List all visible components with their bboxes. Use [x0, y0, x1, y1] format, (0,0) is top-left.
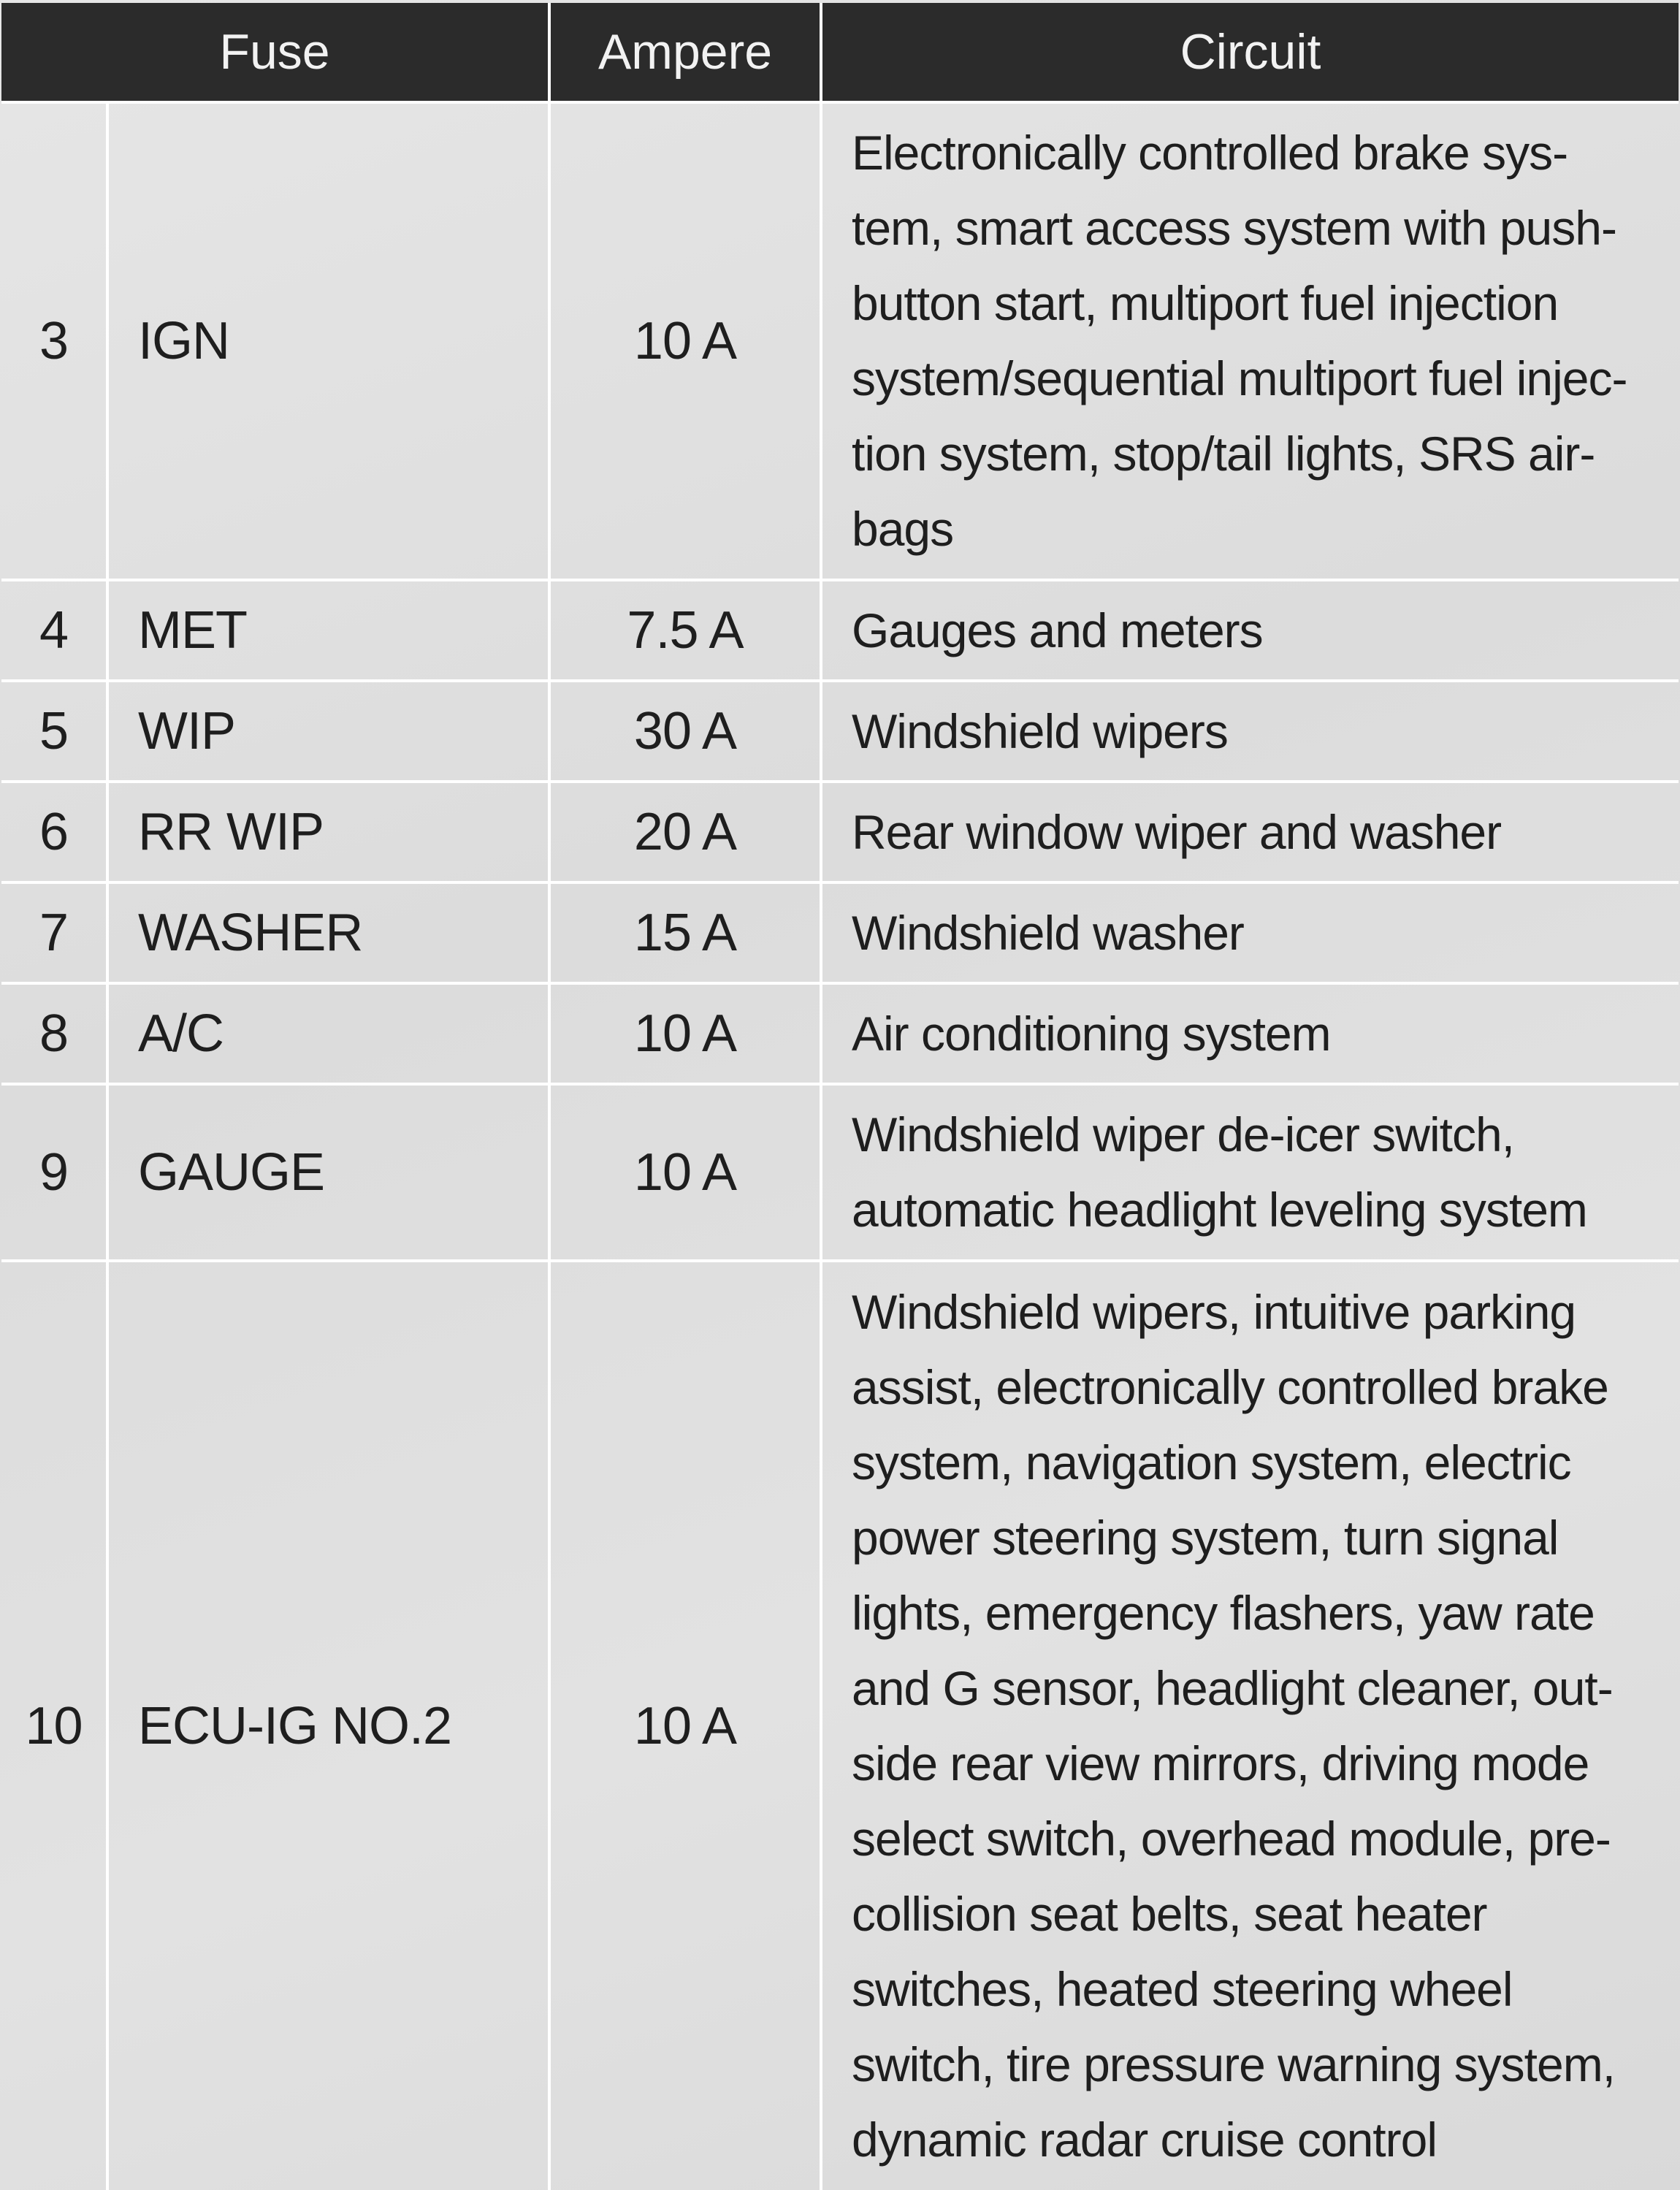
fuse-circuit	[821, 882, 1679, 983]
fuse-name: WIP	[107, 681, 549, 782]
table-row	[1, 1084, 1679, 1260]
fuse-circuit	[821, 1261, 1679, 2190]
fuse-ampere: 10 A	[549, 1084, 821, 1260]
fuse-table	[1, 3, 1679, 2190]
fuse-name: GAUGE	[107, 1084, 549, 1260]
fuse-circuit	[821, 102, 1679, 580]
fuse-name: RR WIP	[107, 782, 549, 882]
fuse-number: 8	[1, 983, 107, 1084]
circuit-line: tem, smart access system with push-	[852, 201, 1616, 256]
circuit-line: lights, emergency flashers, yaw rate	[852, 1585, 1595, 1640]
table-row	[1, 681, 1679, 782]
circuit-line: side rear view mirrors, driving mode	[852, 1736, 1589, 1790]
header-ampere: Ampere	[549, 3, 821, 102]
fuse-circuit	[821, 580, 1679, 681]
table-row	[1, 102, 1679, 580]
fuse-ampere: 30 A	[549, 681, 821, 782]
circuit-line: tion system, stop/tail lights, SRS air-	[852, 427, 1595, 481]
circuit-line: dynamic radar cruise control	[852, 2112, 1437, 2167]
fuse-name: ECU-IG NO.2	[107, 1261, 549, 2190]
fuse-ampere: 10 A	[549, 1261, 821, 2190]
fuse-number: 3	[1, 102, 107, 580]
table-row	[1, 782, 1679, 882]
circuit-line: Air conditioning system	[852, 1006, 1331, 1061]
circuit-line: Windshield washer	[852, 905, 1244, 960]
fuse-name: IGN	[107, 102, 549, 580]
circuit-line: power steering system, turn signal	[852, 1510, 1559, 1565]
fuse-circuit	[821, 681, 1679, 782]
table-row	[1, 983, 1679, 1084]
fuse-circuit	[821, 782, 1679, 882]
circuit-line: system/sequential multiport fuel injec-	[852, 351, 1627, 406]
circuit-line: and G sensor, headlight cleaner, out-	[852, 1660, 1613, 1715]
fuse-number: 10	[1, 1261, 107, 2190]
fuse-name: WASHER	[107, 882, 549, 983]
circuit-line: Gauges and meters	[852, 603, 1263, 657]
fuse-number: 5	[1, 681, 107, 782]
circuit-line: bags	[852, 502, 954, 557]
fuse-number: 9	[1, 1084, 107, 1260]
circuit-line: Windshield wiper de-icer switch,	[852, 1107, 1514, 1161]
header-circuit: Circuit	[821, 3, 1679, 102]
table-row	[1, 580, 1679, 681]
circuit-line: switch, tire pressure warning system,	[852, 2037, 1616, 2091]
fuse-ampere: 20 A	[549, 782, 821, 882]
table-row	[1, 882, 1679, 983]
fuse-name: A/C	[107, 983, 549, 1084]
fuse-number: 4	[1, 580, 107, 681]
fuse-ampere: 10 A	[549, 102, 821, 580]
circuit-line: select switch, overhead module, pre-	[852, 1811, 1611, 1866]
circuit-line: collision seat belts, seat heater	[852, 1886, 1487, 1941]
table-header-row	[1, 3, 1679, 102]
table-row	[1, 1261, 1679, 2190]
fuse-number: 7	[1, 882, 107, 983]
fuse-ampere: 7.5 A	[549, 580, 821, 681]
fuse-circuit	[821, 1084, 1679, 1260]
circuit-line: switches, heated steering wheel	[852, 1961, 1513, 2016]
circuit-line: Electronically controlled brake sys-	[852, 126, 1568, 180]
fuse-ampere: 15 A	[549, 882, 821, 983]
fuse-name: MET	[107, 580, 549, 681]
header-fuse: Fuse	[1, 3, 549, 102]
circuit-line: system, navigation system, electric	[852, 1435, 1571, 1489]
circuit-line: assist, electronically controlled brake	[852, 1359, 1608, 1414]
circuit-line: Windshield wipers, intuitive parking	[852, 1284, 1576, 1339]
fuse-ampere: 10 A	[549, 983, 821, 1084]
fuse-circuit	[821, 983, 1679, 1084]
fuse-number: 6	[1, 782, 107, 882]
circuit-line: button start, multiport fuel injection	[852, 276, 1559, 331]
circuit-line: Rear window wiper and washer	[852, 804, 1502, 859]
circuit-line: automatic headlight leveling system	[852, 1182, 1587, 1237]
circuit-line: Windshield wipers	[852, 703, 1228, 758]
